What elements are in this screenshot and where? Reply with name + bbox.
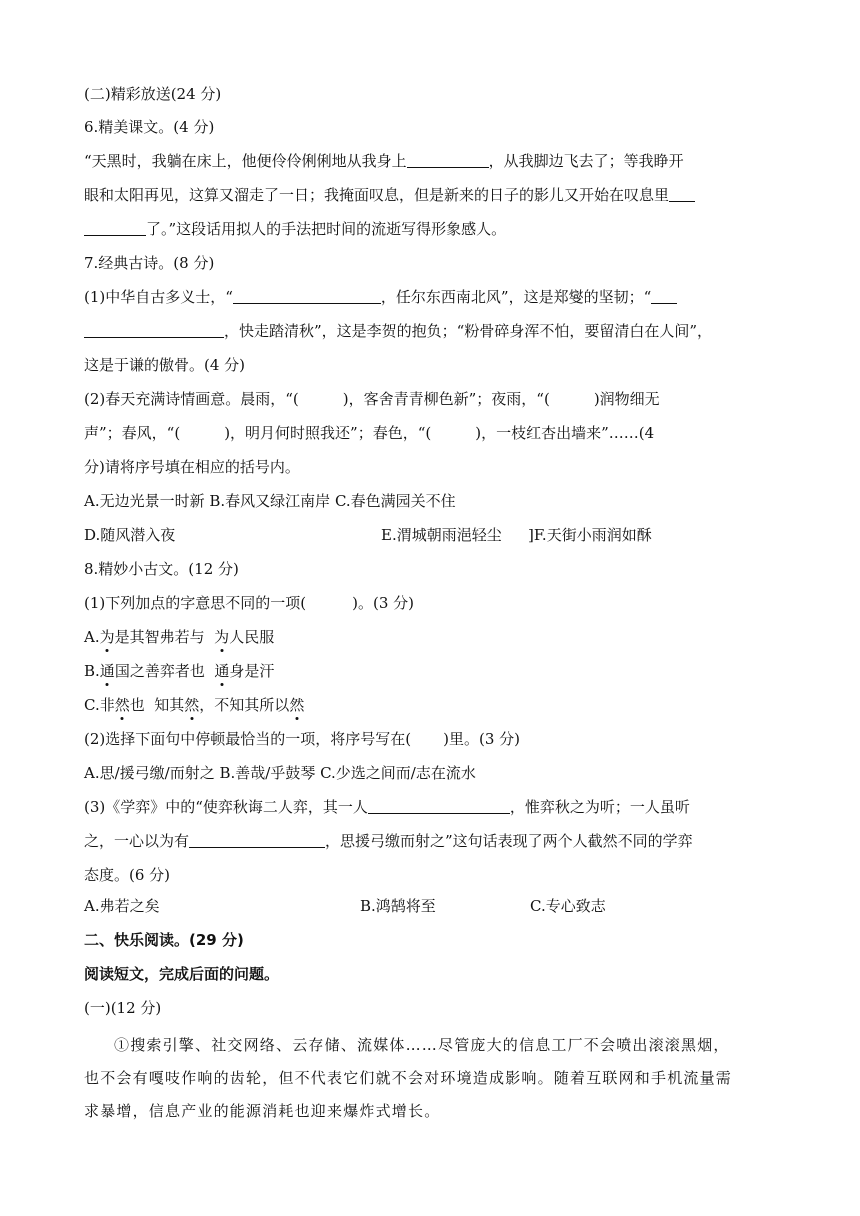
option-e: E.渭城朝雨浥轻尘 [381, 526, 502, 544]
question-7-title: 7.经典古诗。(8 分) [84, 254, 215, 272]
dotted-char: 为 [99, 628, 115, 646]
fill-blank[interactable] [84, 322, 224, 338]
question-7-1-line-3: 这是于谦的傲骨。(4 分) [84, 356, 246, 374]
option-c: C.春色满园关不住 [334, 492, 456, 510]
dotted-char: 然 [184, 696, 200, 714]
reading-instruction: 阅读短文，完成后面的问题。 [84, 965, 280, 983]
question-8-1-option-c: C.非然也 知其然，不知其所以然 [84, 696, 305, 714]
question-6-line-3: 了。”这段话用拟人的手法把时间的流逝写得形象感人。 [84, 219, 784, 239]
question-8-3-line-1: (3)《学弈》中的“使弈秋诲二人弈，其一人 ，惟弈秋之为听；一人虽听 [84, 798, 690, 816]
question-8-1-option-b: B.通国之善弈者也 通身是汗 [84, 662, 275, 680]
question-8-1: (1)下列加点的字意思不同的一项( )。(3 分) [84, 594, 414, 612]
dotted-char: 通 [99, 662, 115, 680]
dotted-char: 为 [214, 628, 230, 646]
option-a: A.无边光景一时新 [84, 492, 205, 510]
option-c: C.专心致志 [530, 897, 606, 915]
fill-blank[interactable] [84, 220, 146, 236]
question-7-2-line-1: (2)春天充满诗情画意。晨雨，“( )，客舍青青柳色新”；夜雨，“( )润物细无 [84, 390, 660, 408]
option-f: ]F.天街小雨润如酥 [528, 526, 652, 544]
fill-blank[interactable] [407, 152, 489, 168]
fill-blank[interactable] [669, 186, 695, 202]
fill-blank[interactable] [189, 832, 325, 848]
question-7-2-line-3: 分)请将序号填在相应的括号内。 [84, 458, 300, 476]
question-6-line-1: “天黑时，我躺在床上，他便伶伶俐俐地从我身上 ，从我脚边飞去了；等我睁开 [84, 152, 684, 170]
question-8-title: 8.精妙小古文。(12 分) [84, 560, 239, 578]
question-8-2: (2)选择下面句中停顿最恰当的一项，将序号写在( )里。(3 分) [84, 730, 520, 748]
passage-line-1: ①搜索引擎、社交网络、云存储、流媒体……尽管庞大的信息工厂不会喷出滚滚黑烟， [114, 1036, 730, 1054]
option-d: D.随风潜入夜 [84, 526, 176, 544]
fill-blank[interactable] [651, 288, 677, 304]
question-7-2-line-2: 声”；春风，“( )，明月何时照我还”；春色，“( )，一枝红杏出墙来”……(4 [84, 424, 655, 442]
question-8-3-line-3: 态度。(6 分) [84, 866, 171, 884]
fill-blank[interactable] [368, 798, 510, 814]
dotted-char: 通 [214, 662, 230, 680]
question-8-2-options: A.思/援弓缴/而射之 B.善哉/乎鼓琴 C.少选之间而/志在流水 [84, 764, 476, 782]
dotted-char: 然 [114, 696, 130, 714]
reading-subsection: (一)(12 分) [84, 999, 162, 1017]
question-8-3-line-2: 之，一心以为有 ，思援弓缴而射之”这句话表现了两个人截然不同的学弈 [84, 832, 693, 850]
question-7-1-line-1: (1)中华自古多义士，“ ，任尔东西南北风”，这是郑燮的坚韧；“ [84, 287, 784, 307]
option-a: A.弗若之矣 [84, 897, 160, 915]
passage-line-2: 也不会有嘎吱作响的齿轮，但不代表它们就不会对环境造成影响。随着互联网和手机流量需 [84, 1069, 733, 1087]
part-2-heading: 二、快乐阅读。(29 分) [84, 931, 244, 949]
question-6-title: 6.精美课文。(4 分) [84, 118, 215, 136]
section-heading: (二)精彩放送(24 分) [84, 85, 222, 103]
question-7-1-line-2: ，快走踏清秋”，这是李贺的抱负；“粉骨碎身浑不怕，要留清白在人间”， [84, 321, 784, 341]
option-b: B.鸿鹄将至 [360, 897, 436, 915]
passage-line-3: 求暴增，信息产业的能源消耗也迎来爆炸式增长。 [84, 1102, 441, 1120]
dotted-char: 然 [289, 696, 305, 714]
fill-blank[interactable] [233, 288, 381, 304]
question-8-1-option-a: A.为是其智弗若与 为人民服 [84, 628, 275, 646]
question-7-options-row-1 [84, 491, 784, 511]
question-6-line-2: 眼和太阳再见，这算又溜走了一日；我掩面叹息，但是新来的日子的影儿又开始在叹息里 [84, 185, 784, 205]
option-b: B.春风又绿江南岸 [209, 492, 331, 510]
